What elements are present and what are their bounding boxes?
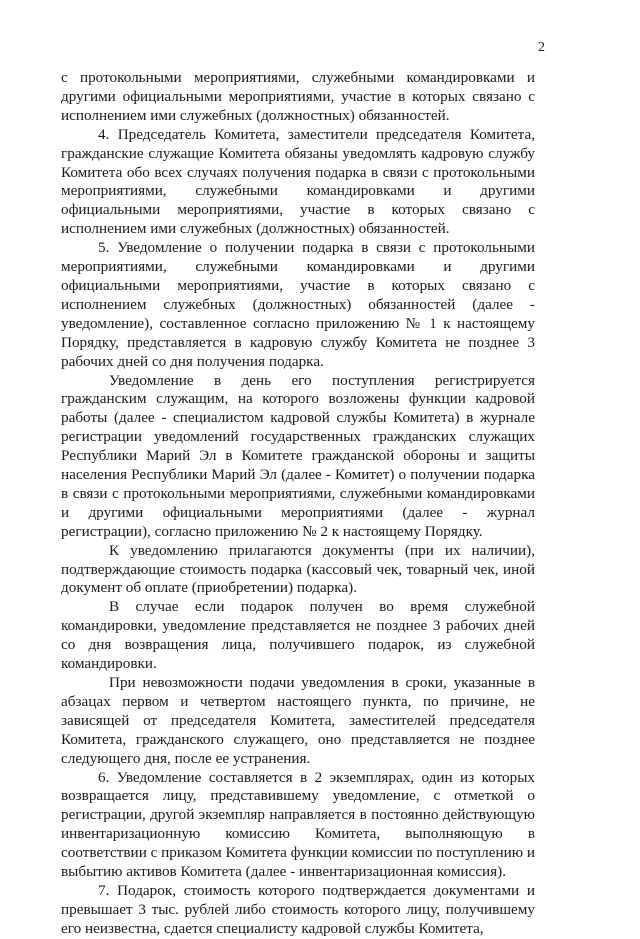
paragraph-clause-6: 6. Уведомление составляется в 2 экземплярах, один из которых возвращается лицу, представившему уведомление, с отметкой о регистрации, другой экземпляр направляется в постоянно действующую инвентаризационную комиссию Комитета, выполняющую в соответствии с приказом Комитета функции комиссии по поступлению и выбытию активов Комитета (далее - инвентаризационная комиссия). [61, 768, 535, 881]
page-number: 2 [538, 40, 545, 55]
paragraph-business-trip: В случае если подарок получен во время служебной командировки, уведомление представляется не позднее 3 рабочих дней со дня возвращения лица, получившего подарок, из служебной командировки. [61, 598, 535, 673]
paragraph-attachments: К уведомлению прилагаются документы (при их наличии), подтверждающие стоимость подарка (кассовый чек, товарный чек, иной документ об оплате (приобретении) подарка). [61, 541, 535, 597]
paragraph-clause-7: 7. Подарок, стоимость которого подтверждается документами и превышает 3 тыс. рублей либо стоимость которого лицу, получившему его неизвестна, сдается специалисту кадровой службы Комитета, [61, 881, 535, 937]
paragraph-continuation: с протокольными мероприятиями, служебными командировками и другими официальными мероприятиями, участие в которых связано с исполнением ими служебных (должностных) обязанностей. [61, 69, 535, 124]
paragraph-impossibility: При невозможности подачи уведомления в сроки, указанные в абзацах первом и четвертом настоящего пункта, по причине, не зависящей от председателя Комитета, заместителей председателя Комитета, гражданского служащего, оно представляется не позднее следующего дня, после ее устранения. [61, 674, 535, 767]
document-body [61, 69, 535, 939]
paragraph-registration: Уведомление в день его поступления регистрируется гражданским служащим, на которого возложены функции кадровой работы (далее - специалистом кадровой службы Комитета) в журнале регистрации уведомлений государственных гражданских служащих Республики Марий Эл в Комитете гражданской обороны и защиты населения Республики Марий Эл (далее - Комитет) о получении подарка в связи с протокольными мероприятиями, служебными командировками и другими официальными мероприятиями (далее - журнал регистрации), согласно приложению № 2 к настоящему Порядку. [61, 371, 535, 540]
paragraph-clause-4: 4. Председатель Комитета, заместители председателя Комитета, гражданские служащие Комитета обязаны уведомлять кадровую службу Комитета обо всех случаях получения подарка в связи с протокольными мероприятиями, служебными командировками и другими официальными мероприятиями, участие в которых связано с исполнением ими служебных (должностных) обязанностей. [61, 125, 535, 238]
paragraph-clause-5: 5. Уведомление о получении подарка в связи с протокольными мероприятиями, служебными командировками и другими официальными мероприятиями, участие в которых связано с исполнением служебных (должностных) обязанностей (далее - уведомление), составленное согласно приложению № 1 к настоящему Порядку, представляется в кадровую службу Комитета не позднее 3 рабочих дней со дня получения подарка. [61, 239, 535, 370]
